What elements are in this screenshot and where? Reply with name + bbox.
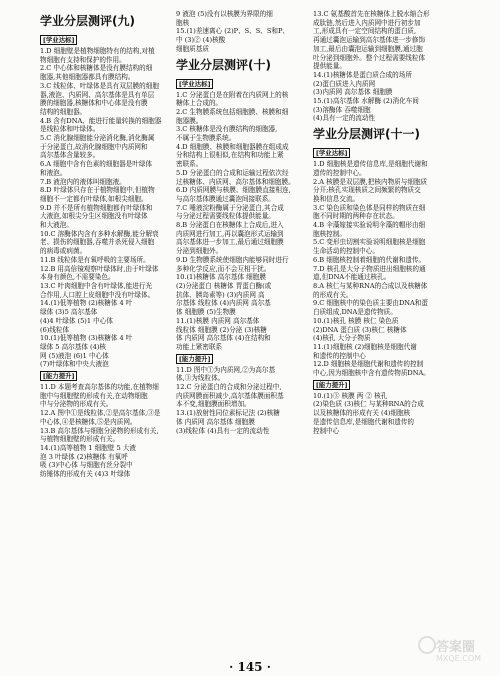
answer-list-1: [40, 47, 168, 369]
answer-line: 内质网进行加工,再以囊泡形式运输到: [176, 229, 284, 238]
answer-line: 纺锤体的形成有关 (4)3 叶绿体: [40, 470, 131, 479]
answer-line: 成肽链,然后进入内质网中进行初步加: [313, 18, 421, 27]
answer-line: 1.D 细胞核是遗传信息库,是细胞代谢和: [313, 160, 428, 169]
answer-line: 胞核控制。: [313, 229, 346, 238]
answer-line: 胞不同时期的两种存在状态。: [313, 212, 399, 221]
answer-line: 体 细胞膜 (5)生物膜: [176, 308, 236, 317]
answer-list-3-top: [313, 10, 443, 123]
answer-line: 5.C 消化腺细胞能分泌消化酶,消化酶属: [40, 134, 155, 143]
answer-line: 中与分泌物的形成有关。: [40, 400, 113, 409]
answer-line: 胞中与细胞壁的形成有关,在动物细胞: [40, 391, 148, 400]
answer-line: 与分泌过程需要线粒体提供能量。: [176, 212, 275, 221]
answer-line: 11.D 图中①为内质网,②为高尔基: [176, 365, 276, 374]
answer-line: 是线粒体和叶绿体。: [40, 125, 100, 134]
answer-line: 14.(1)核糖体是蛋白质合成的场所: [313, 70, 412, 79]
watermark-text: 答案圈: [436, 640, 476, 655]
answer-line: 白质组成,DNA是遗传物质。: [313, 308, 397, 317]
column-3: [313, 10, 443, 435]
answer-line: 2.C 中心体和核糖体是没有膜结构的细: [40, 64, 153, 73]
answer-line: 9.C 细胞核中的染色质主要由DNA和蛋: [313, 299, 428, 308]
answer-line: 11.D 本题考查高尔基体的功能,在植物细: [40, 383, 159, 392]
answer-line: 的病毒或病菌。: [40, 247, 87, 256]
section-tag-advanced: [能力提升]: [313, 380, 350, 390]
answer-line: 3.C 核糖体是没有膜结构的细胞器,: [176, 125, 278, 134]
answer-line: 分和结构上很相似,在结构和功能上紧: [176, 151, 284, 160]
answer-line: 13.(1)放射性同位素标记法 (2)核糖: [176, 409, 280, 418]
answer-line: (4)4 叶绿体 (5)1 中心体: [40, 316, 113, 325]
answer-line: 3.C 线粒体、叶绿体是具有双层膜的细胞: [40, 81, 159, 90]
answer-line: (3)内质网 高尔基体 细胞膜: [313, 88, 393, 97]
answer-line: 道,但DNA不能通过核孔。: [313, 273, 391, 282]
answer-line: 9.D 生物膜系统使细胞内能够同时进行: [176, 255, 289, 264]
answer-line: 和大液泡。: [40, 221, 73, 230]
answer-line: 13.C 叶肉细胞中含有叶绿体,能进行光: [40, 281, 153, 290]
answer-line: 10.(1)③ 核膜 两 ② 核孔: [313, 391, 388, 400]
answer-line: 5.C 变形虫切割实验说明细胞核是细胞: [313, 238, 426, 247]
answer-line: 1.C 分泌蛋白是在附着在内质网上的核: [176, 90, 289, 99]
answer-list-2-top: [176, 10, 306, 54]
answer-line: 13.C 氨基酸首先在核糖体上脱水缩合形: [313, 10, 430, 18]
answer-line: 和液泡。: [40, 168, 67, 177]
answer-line: 10.(1)低等植物 (3)核糖体 4 叶: [40, 334, 133, 343]
answer-line: 胞核: [176, 18, 190, 27]
section-tag-advanced: [能力提升]: [40, 371, 77, 381]
answer-line: (6)线粒体: [40, 325, 70, 334]
answer-line: 抗体、胰岛素等) (3)内质网 高: [176, 290, 265, 299]
answer-line: 和遗传的控制中心: [313, 351, 366, 360]
section-tag-basic: [学业达标]: [313, 148, 350, 158]
answer-line: 9.D 并不是所有植物细胞都有叶绿体和: [40, 203, 153, 212]
section-tag-basic: [学业达标]: [176, 79, 213, 89]
answer-line: 体 内质网 高尔基体 细胞膜: [176, 417, 255, 426]
answer-line: (2)分泌蛋白 核糖体 胃蛋白酶(或: [176, 281, 272, 290]
answer-line: 与高尔基体膜通过囊泡间接联系。: [176, 194, 275, 203]
answer-line: 线粒体 细胞膜 (2)分泌 (3)核糖: [176, 325, 267, 334]
answer-line: 内质网膜面积减少,高尔基体膜面积基: [176, 391, 284, 400]
answer-line: 7.B 液泡内的液体叫细胞液。: [40, 177, 126, 186]
answer-line: 6.A 细胞中含有色素的细胞器是叶绿体: [40, 160, 153, 169]
answer-line: 11.B 线粒体是有氧呼吸的主要场所。: [40, 255, 150, 264]
answer-line: 工,形成具有一定空间结构的蛋白质,: [313, 27, 417, 36]
answer-line: 9 液泡 (5)没有以核膜为界限的细: [176, 10, 273, 18]
answer-line: 器,液泡、内质网、高尔基体是具有单层: [40, 90, 155, 99]
section-tag-advanced: [能力提升]: [176, 354, 213, 364]
page-number: · 145 ·: [229, 660, 271, 674]
answer-line: 11.(1)细胞核 (2)细胞核是细胞代谢: [313, 342, 417, 351]
answer-line: 功能上紧密联系: [176, 342, 223, 351]
answer-line: (7)叶绿体和中央大液泡: [40, 360, 109, 369]
answer-line: 12.D 细胞核是细胞代谢和遗传的控制: [313, 360, 424, 369]
section-title-9: 学业分层测评(九): [40, 14, 135, 28]
answer-line: 4.D 细胞膜、核膜和细胞器膜在组成成: [176, 142, 289, 151]
answer-line: 中心,因为细胞核中含有遗传物质DNA。: [313, 369, 430, 378]
answer-line: 1.D 细胞壁是植物细胞特有的结构,对植: [40, 47, 155, 55]
answer-line: 7.C 唾液淀粉酶属于分泌蛋白,其合成: [176, 203, 284, 212]
answer-line: 10.(1)核糖体 高尔基体 细胞膜: [176, 273, 266, 282]
answer-line: 不属于生物膜系统。: [176, 134, 236, 143]
answer-line: 本身有颜色,不需要染色。: [40, 273, 115, 282]
answer-line: 以及核糖体的形成有关 (4)细胞核: [313, 409, 411, 418]
answer-line: 过核糖体、内质网、高尔基体和细胞膜。: [176, 177, 295, 186]
answer-line: 细胞质基质: [176, 44, 209, 53]
column-1: [40, 10, 168, 479]
answer-line: 与植物细胞壁的形成有关。: [40, 435, 120, 444]
answer-list-3: [313, 160, 443, 378]
answer-line: 糖体上合成的。: [176, 99, 223, 108]
answer-line: 4.B 伞藻嫁接实验说明伞藻的帽形由细: [313, 221, 426, 230]
answer-line: 体 内质网 高尔基体 (4)在结构和: [176, 334, 271, 343]
answer-line: (4)核孔 大分子物质: [313, 334, 371, 343]
answer-list-2b: [176, 366, 306, 436]
answer-list-1b: [40, 383, 168, 479]
answer-line: 合作用,人口腔上皮细胞中没有叶绿体。: [40, 290, 155, 299]
answer-line: 2.C 生物膜系统包括细胞膜、核膜和细: [176, 107, 289, 116]
answer-line: (2)蛋白质进入内质网: [313, 79, 376, 88]
answer-line: 4.B 含有DNA、能进行能量转换的细胞器: [40, 116, 162, 125]
watermark-logo-icon: [418, 636, 436, 654]
answer-line: (3)溶酶体 吞噬细胞: [313, 105, 371, 114]
answer-line: 提供能量。: [313, 62, 346, 71]
answer-line: 换和信息交流。: [313, 194, 360, 203]
answer-line: 10.C 溶酶体内含有多种水解酶,能分解衰: [40, 229, 159, 238]
answer-line: 12.B 用高倍镜观察叶绿体时,由于叶绿体: [40, 264, 159, 273]
answer-line: 8.A 核仁与某种RNA的合成以及核糖体: [313, 281, 428, 290]
answer-line: (2)染色质 (3)核仁 与某种RNA的合成: [313, 400, 424, 409]
answer-line: 是遗传信息库,是细胞代谢和遗传的: [313, 417, 415, 426]
answer-line: 14.(1)低等植物 (2)核糖体 4 叶: [40, 299, 133, 308]
answer-line: 网 (5)液泡 (6)1 中心体: [40, 351, 109, 360]
answer-line: 体,③为线粒体。: [176, 374, 225, 383]
answer-line: 密联系。: [176, 160, 203, 169]
answer-line: 8.B 分泌蛋白在核糖体上合成后,进入: [176, 221, 284, 230]
answer-line: 分泌到细胞外。: [176, 247, 223, 256]
watermark: [418, 630, 492, 668]
column-2: [176, 10, 306, 435]
answer-line: 2.A 核膜是双层膜,把核内物质与细胞质: [313, 177, 428, 186]
answer-line: 14.(1)高等植物 1 细胞壁 5 大液: [40, 443, 136, 452]
answer-line: 7.D 核孔是大分子物质进出细胞核的通: [313, 264, 426, 273]
section-title-10: 学业分层测评(十): [176, 57, 271, 72]
answer-line: 遗传的控制中心。: [313, 168, 366, 177]
answer-line: (2)DNA 蛋白质 (3)核仁 核糖体: [313, 325, 407, 334]
answer-list-2: [176, 91, 306, 352]
answer-line: (3)线粒体 (4)具有一定的流动性: [176, 426, 270, 435]
answer-line: 15.(1)高尔基体 水解酶 (2)消化车间: [313, 97, 419, 106]
answer-line: 的形成有关。: [313, 290, 353, 299]
answer-line: 老、损伤的细胞器,吞噬并杀死侵入细胞: [40, 238, 155, 247]
answer-line: 于分泌蛋白,故消化腺细胞中内质网和: [40, 142, 148, 151]
answer-line: 15.(1)差速离心 (2)P、S、S、S和P、: [176, 27, 290, 36]
answer-line: 13.B 高尔基体与细胞分泌物的形成有关,: [40, 426, 159, 435]
answer-line: 绿体 (3)5 高尔基体: [40, 308, 98, 317]
answer-line: 8.D 叶绿体只存在于植物细胞中,但植物: [40, 186, 155, 195]
answer-line: 中心体,④是核糖体,⑤是内质网。: [40, 417, 137, 426]
answer-line: 胞器,其他细胞器都具有膜结构。: [40, 73, 135, 82]
answer-line: 大液泡,如根尖分生区细胞没有叶绿体: [40, 212, 148, 221]
answer-line: 高尔基体进一步加工,最后通过细胞膜: [176, 238, 284, 247]
answer-line: (4)具有一定的流动性: [313, 114, 376, 123]
answer-line: 生命活动的控制中心。: [313, 247, 379, 256]
answer-line: 泡 3 叶绿体 (2)核糖体 有氧呼: [40, 452, 128, 461]
answer-line: 尔基体 线粒体 (4)内质网 高尔基: [176, 299, 271, 308]
section-tag-basic: [学业达标]: [40, 35, 77, 45]
answer-line: 分开;核孔实现核质之间频繁的物质交: [313, 186, 421, 195]
answer-line: 吸 (3)中心体 与细胞有丝分裂中: [40, 461, 133, 470]
answer-line: 结构的细胞器。: [40, 107, 87, 116]
answer-line: 高尔基体含量较多。: [40, 151, 100, 160]
answer-list-3b: [313, 392, 443, 436]
answer-line: 本不变,细胞膜面积增加。: [176, 400, 251, 409]
answer-line: 物细胞有支持和保护的作用。: [40, 55, 126, 64]
answer-line: 再通过囊泡运输到高尔基体进一步修饰: [313, 36, 426, 45]
answer-line: 加工,最后由囊泡运输到细胞膜,通过胞: [313, 44, 423, 53]
answer-line: 12.A 图中①是线粒体,②是高尔基体,③是: [40, 409, 161, 418]
watermark-url: MXQE.COM: [436, 654, 482, 663]
answer-line: 10.(1)核孔 核膜 核仁 染色质: [313, 316, 399, 325]
answer-line: 5.D 分泌蛋白的合成和运输过程依次经: [176, 168, 289, 177]
answer-line: 11.(1)核膜 内质网 高尔基体: [176, 316, 260, 325]
answer-line: 控制中心: [313, 426, 340, 435]
answer-line: 多种化学反应,而不会互相干扰。: [176, 264, 271, 273]
answer-line: 膜的细胞器,核糖体和中心体是没有膜: [40, 99, 148, 108]
answer-line: 胞器膜。: [176, 116, 203, 125]
answer-line: 中 (3)② (4)核酸: [176, 36, 226, 45]
answer-line: 6.B 细胞核控制着细胞的代谢和遗传。: [313, 255, 426, 264]
answer-line: 6.D 内质网膜与核膜、细胞膜直接相连,: [176, 186, 291, 195]
answer-line: 细胞不一定都有叶绿体,如根尖细胞。: [40, 194, 148, 203]
answer-line: 3.C 染色质和染色体是同样的物质在细: [313, 203, 426, 212]
answer-line: 绿体 5 高尔基体 (4)核: [40, 342, 106, 351]
answer-line: 12.C 分泌蛋白的合成和分泌过程中,: [176, 383, 282, 392]
section-title-11: 学业分层测评(十一): [313, 127, 420, 142]
answer-line: 吐分泌到细胞外。整个过程需要线粒体: [313, 53, 426, 62]
